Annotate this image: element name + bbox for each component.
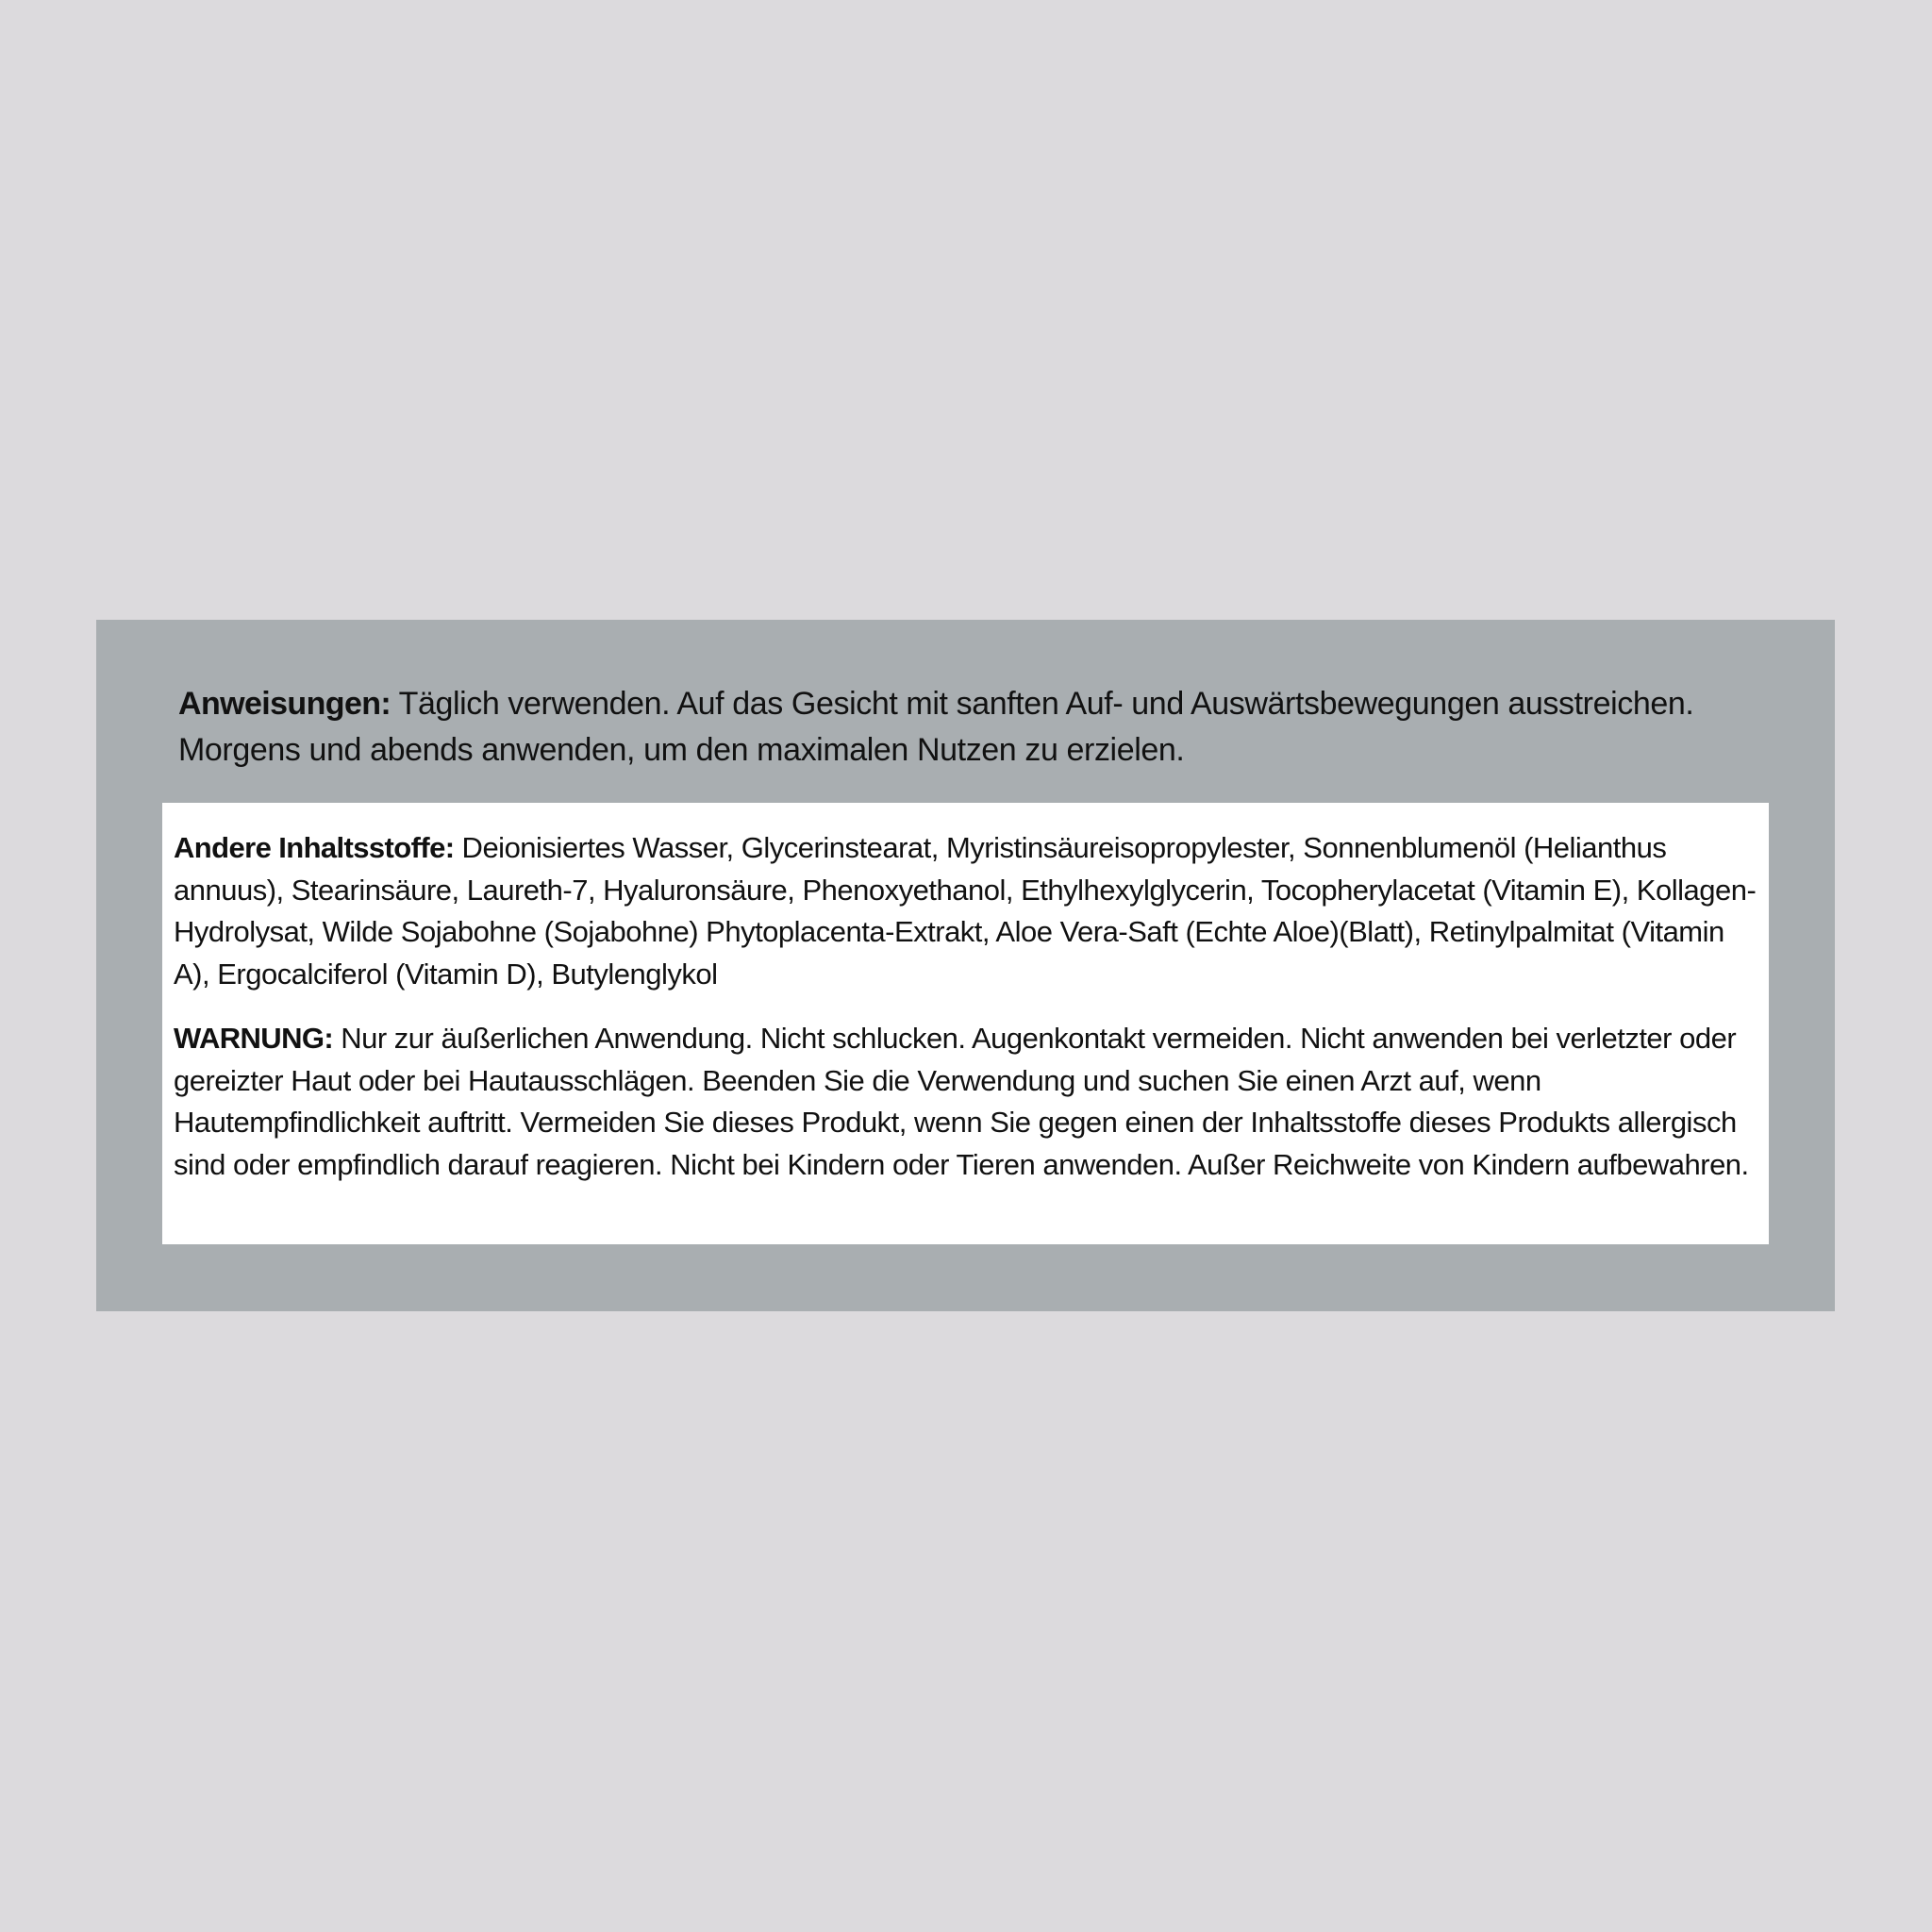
warning-label: WARNUNG: — [174, 1022, 334, 1055]
directions-text: Täglich verwenden. Auf das Gesicht mit sanften Auf- und Auswärtsbewegungen ausstreichen. Morgens und abends anwenden, um den maximalen Nutzen zu erzielen. — [178, 686, 1694, 768]
warning-text: Nur zur äußerlichen Anwendung. Nicht schlucken. Augenkontakt vermeiden. Nicht anwenden bei verletzter oder gereizter Haut oder bei Hautausschlägen. Beenden Sie die Verwendung und suchen Sie einen Arzt auf, wenn Hautempfindlichkeit auftritt. Vermeiden Sie dieses Produkt, wenn Sie gegen einen der Inhaltsstoffe dieses Produkts allergisch sind oder empfindlich darauf reagieren. Nicht bei Kindern oder Tieren anwenden. Außer Reichweite von Kindern aufbewahren. — [174, 1022, 1749, 1181]
directions-paragraph — [178, 681, 1707, 774]
product-label-panel — [96, 620, 1835, 1311]
ingredients-text: Deionisiertes Wasser, Glycerinstearat, Myristinsäureisopropylester, Sonnenblumenöl (Helianthus annuus), Stearinsäure, Laureth-7, Hyaluronsäure, Phenoxyethanol, Ethylhexylglycerin, Tocopherylacetat (Vitamin E), Kollagen-Hydrolysat, Wilde Sojabohne (Sojabohne) Phytoplacenta-Extrakt, Aloe Vera-Saft (Echte Aloe)(Blatt), Retinylpalmitat (Vitamin A), Ergocalciferol (Vitamin D), Butylenglykol — [174, 831, 1757, 991]
ingredients-label: Andere Inhaltsstoffe: — [174, 831, 455, 864]
ingredients-warning-box — [162, 803, 1769, 1244]
directions-label: Anweisungen: — [178, 686, 391, 722]
ingredients-paragraph — [174, 827, 1760, 995]
warning-paragraph — [174, 1018, 1760, 1186]
